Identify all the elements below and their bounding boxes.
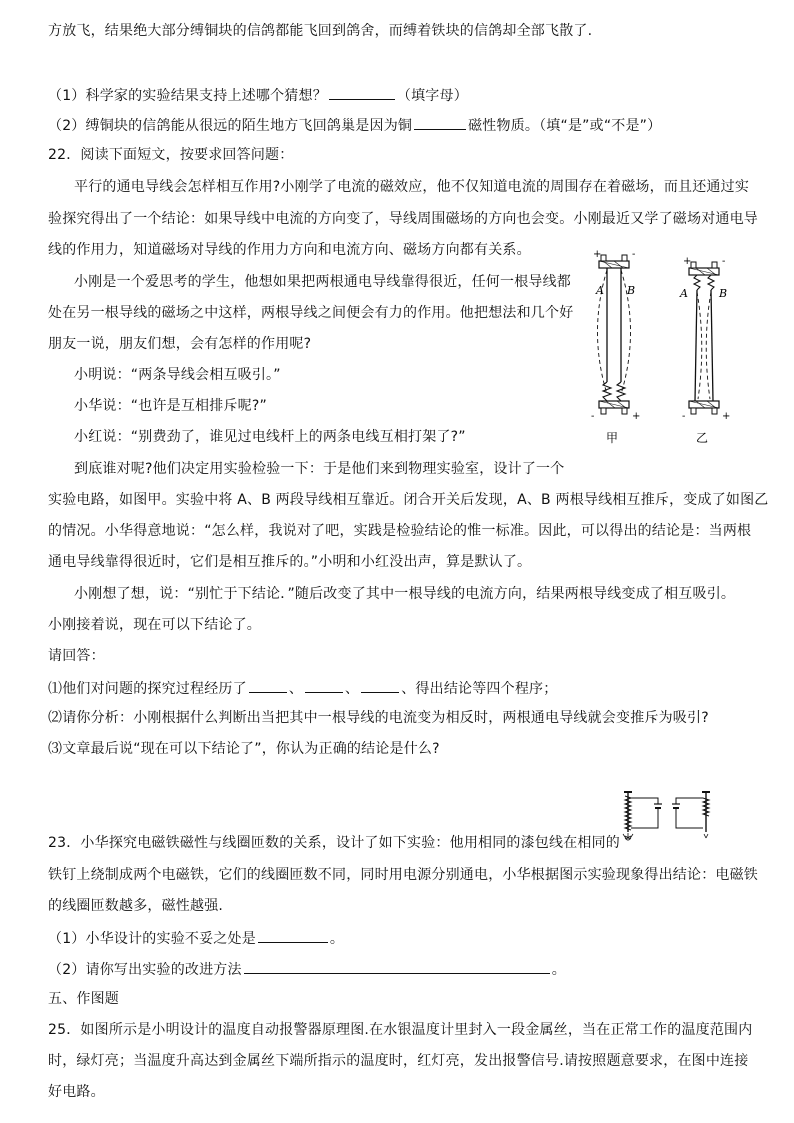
label-a-yi: A (680, 287, 688, 300)
figure-yi (679, 256, 730, 445)
q21-1-text: （1）科学家的实验结果支持上述哪个猜想？ (48, 88, 327, 104)
label-b-yi: B (719, 287, 728, 300)
q21-2 (48, 115, 661, 135)
minus-jia: - (632, 249, 636, 260)
q22-3: ⑶文章最后说“现在可以下结论了”，你认为正确的结论是什么? (48, 741, 440, 757)
plus-yi-bottom: + (722, 411, 731, 422)
q22-title: 22．阅读下面短文，按要求回答问题： (48, 147, 294, 163)
minus-yi: - (722, 256, 726, 267)
p2-line2: 处在另一根导线的磁场之中这样，两根导线之间便会有力的作用。他把想法和几个好 (48, 305, 574, 321)
nail-right (702, 792, 710, 838)
xiaoming-quote: 小明说：“两条导线会相互吸引。” (74, 367, 281, 383)
parallel-wires-figure (586, 244, 756, 449)
q25-line3: 好电路。 (48, 1084, 105, 1100)
label-a-jia: A (596, 284, 604, 297)
q22-1-tail: 、得出结论等四个程序； (401, 681, 558, 697)
p2-line1: 小刚是一个爱思考的学生，他想如果把两根通电导线靠得很近，任何一根导线都 (74, 274, 571, 290)
p3-line2: 实验电路，如图甲。实验中将 A、B 两段导线相互靠近。闭合开关后发现，A、B 两根导线相互推斥，变成了如图乙 (48, 492, 769, 508)
q23-1-end: 。 (329, 931, 345, 947)
q22-1-blank-3[interactable] (361, 678, 399, 693)
q23-line1: 23．小华探究电磁铁磁性与线圈匝数的关系，设计了如下实验：他用相同的漆包线在相同的 (48, 835, 621, 851)
q23-2 (48, 959, 566, 979)
figure-jia (591, 249, 640, 445)
please-answer: 请回答： (48, 648, 105, 664)
q23-2-answer-blank[interactable] (244, 959, 550, 974)
q25-line1: 25．如图所示是小明设计的温度自动报警器原理图.在水银温度计里封入一段金属丝，当在正常工作的温度范围内 (48, 1022, 753, 1038)
p2-line3: 朋友一说，朋友们想，会有怎样的作用呢? (48, 336, 312, 352)
q23-2-end: 。 (551, 962, 566, 978)
q23-line2: 铁钉上绕制成两个电磁铁，它们的线圈匝数不同，同时用电源分别通电，小华根据图示实验现象得出结论：电磁铁 (48, 867, 758, 883)
q21-2-hint: 磁性物质。（填“是”或“不是”） (468, 118, 662, 134)
minus-yi-bottom: - (682, 411, 686, 422)
section-five-title: 五、作图题 (48, 991, 119, 1007)
q22-1-blank-1[interactable] (249, 678, 287, 693)
q23-1-text: （1）小华设计的实验不妥之处是 (48, 931, 256, 947)
xiaohua-quote: 小华说：“也许是互相排斥呢?” (74, 398, 267, 414)
p3-line4: 通电导线靠得很近时，它们是相互推斥的。”小明和小红没出声，算是默认了。 (48, 554, 532, 570)
q22-1-sep-1: 、 (288, 681, 304, 697)
q23-2-text: （2）请你写出实验的改进方法 (48, 962, 242, 978)
label-b-jia: B (627, 284, 636, 297)
q23-line3: 的线圈匝数越多，磁性越强. (48, 898, 224, 914)
p4-line2: 小刚接着说，现在可以下结论了。 (48, 617, 261, 633)
p1-line1: 平行的通电导线会怎样相互作用?小刚学了电流的磁效应，他不仅知道电流的周围存在着磁场，而且还通过实 (74, 179, 750, 195)
electromagnet-figure (618, 790, 718, 842)
q22-1-text: ⑴他们对问题的探究过程经历了 (48, 681, 247, 697)
label-yi: 乙 (696, 431, 709, 445)
q21-1-answer-blank[interactable] (329, 85, 395, 100)
plus-jia-bottom: + (632, 411, 641, 422)
q22-2: ⑵请你分析：小刚根据什么判断出当把其中一根导线的电流变为相反时，两根通电导线就会变推斥为吸引? (48, 710, 709, 726)
q22-1 (48, 678, 557, 698)
q21-2-text: （2）缚铜块的信鸽能从很远的陌生地方飞回鸽巢是因为铜 (48, 118, 413, 134)
minus-jia-bottom: - (591, 411, 595, 422)
intro-text: 方放飞，结果绝大部分缚铜块的信鸽都能飞回到鸽舍，而缚着铁块的信鸽却全部飞散了. (48, 23, 593, 39)
q21-2-answer-blank[interactable] (414, 115, 466, 130)
circuit-wires (631, 798, 703, 828)
xiaohong-quote: 小红说：“别费劲了，谁见过电线杆上的两条电线互相打架了?” (74, 429, 466, 445)
q25-line2: 时，绿灯亮；当温度升高达到金属丝下端所指示的温度时，红灯亮，发出报警信号.请按照题意要求，在图中连接 (48, 1053, 749, 1069)
p1-line3: 线的作用力，知道磁场对导线的作用力方向和电流方向、磁场方向都有关系。 (48, 242, 531, 258)
p3-line3: 的情况。小华得意地说：“怎么样，我说对了吧，实践是检验结论的惟一标准。因此，可以得出的结论是：当两根 (48, 523, 752, 539)
q23-1 (48, 928, 344, 948)
q21-1 (48, 85, 468, 105)
q22-1-blank-2[interactable] (305, 678, 343, 693)
label-jia: 甲 (606, 431, 619, 445)
plus-yi: + (683, 256, 692, 267)
p3-line1: 到底谁对呢?他们决定用实验检验一下：于是他们来到物理实验室，设计了一个 (74, 461, 565, 477)
nail-left (623, 792, 633, 841)
q23-1-answer-blank[interactable] (258, 928, 328, 943)
q21-1-hint: （填字母） (396, 88, 468, 104)
p4-line1: 小刚想了想，说：“别忙于下结论．”随后改变了其中一根导线的电流方向，结果两根导线变成了相互吸引。 (74, 586, 736, 602)
q22-1-sep-2: 、 (345, 681, 360, 697)
plus-jia: + (593, 249, 602, 260)
p1-line2: 验探究得出了一个结论：如果导线中电流的方向变了，导线周围磁场的方向也会变。小刚最近又学了磁场对通电导 (48, 211, 758, 227)
